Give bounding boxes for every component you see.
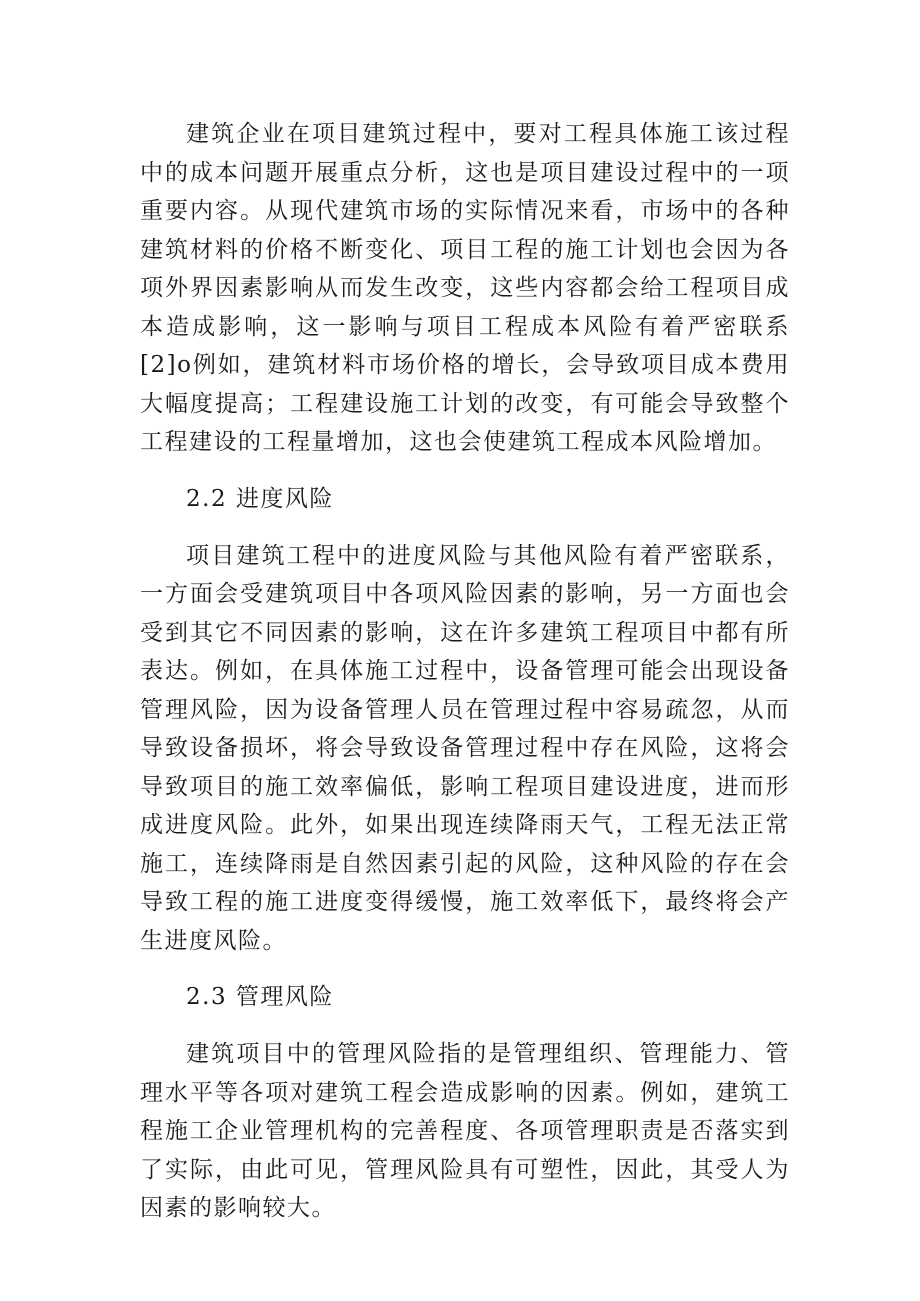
paragraph-gap	[140, 462, 790, 471]
section-heading-management-risk: 2.3 管理风险	[186, 984, 334, 1010]
paragraph-management-risk: 建筑项目中的管理风险指的是管理组织、管理能力、管理水平等各项对建筑工程会造成影响的因素。例如，建筑工程施工企业管理机构的完善程度、各项管理职责是否落实到了实际，由此可见，管理风险具有可塑性，因此，其受人为因素的影响较大。	[140, 1041, 790, 1221]
paragraph-gap	[140, 1026, 790, 1035]
paragraph-schedule-risk: 项目建筑工程中的进度风险与其他风险有着严密联系，一方面会受建筑项目中各项风险因素的影响，另一方面也会受到其它不同因素的影响，这在许多建筑工程项目中都有所表达。例如，在具体施工过程中，设备管理可能会出现设备管理风险，因为设备管理人员在管理过程中容易疏忽，从而导致设备损坏，将会导致设备管理过程中存在风险，这将会导致项目的施工效率偏低，影响工程项目建设进度，进而形成进度风险。此外，如果出现连续降雨天气，工程无法正常施工，连续降雨是自然因素引起的风险，这种风险的存在会导致工程的施工进度变得缓慢，施工效率低下，最终将会产生进度风险。	[140, 542, 790, 954]
paragraph-gap	[140, 960, 790, 969]
section-heading-schedule-risk: 2.2 进度风险	[186, 485, 334, 512]
document-body	[140, 115, 790, 1228]
paragraph-gap	[140, 528, 790, 537]
paragraph-cost-risk: 建筑企业在项目建筑过程中，要对工程具体施工该过程中的成本问题开展重点分析，这也是项目建设过程中的一项重要内容。从现代建筑市场的实际情况来看，市场中的各种建筑材料的价格不断变化、项目工程的施工计划也会因为各项外界因素影响从而发生改变，这些内容都会给工程项目成本造成影响，这一影响与项目工程成本风险有着严密联系[2]o例如，建筑材料市场价格的增长，会导致项目成本费用大幅度提高；工程建设施工计划的改变，有可能会导致整个工程建设的工程量增加，这也会使建筑工程成本风险增加。	[140, 121, 790, 455]
